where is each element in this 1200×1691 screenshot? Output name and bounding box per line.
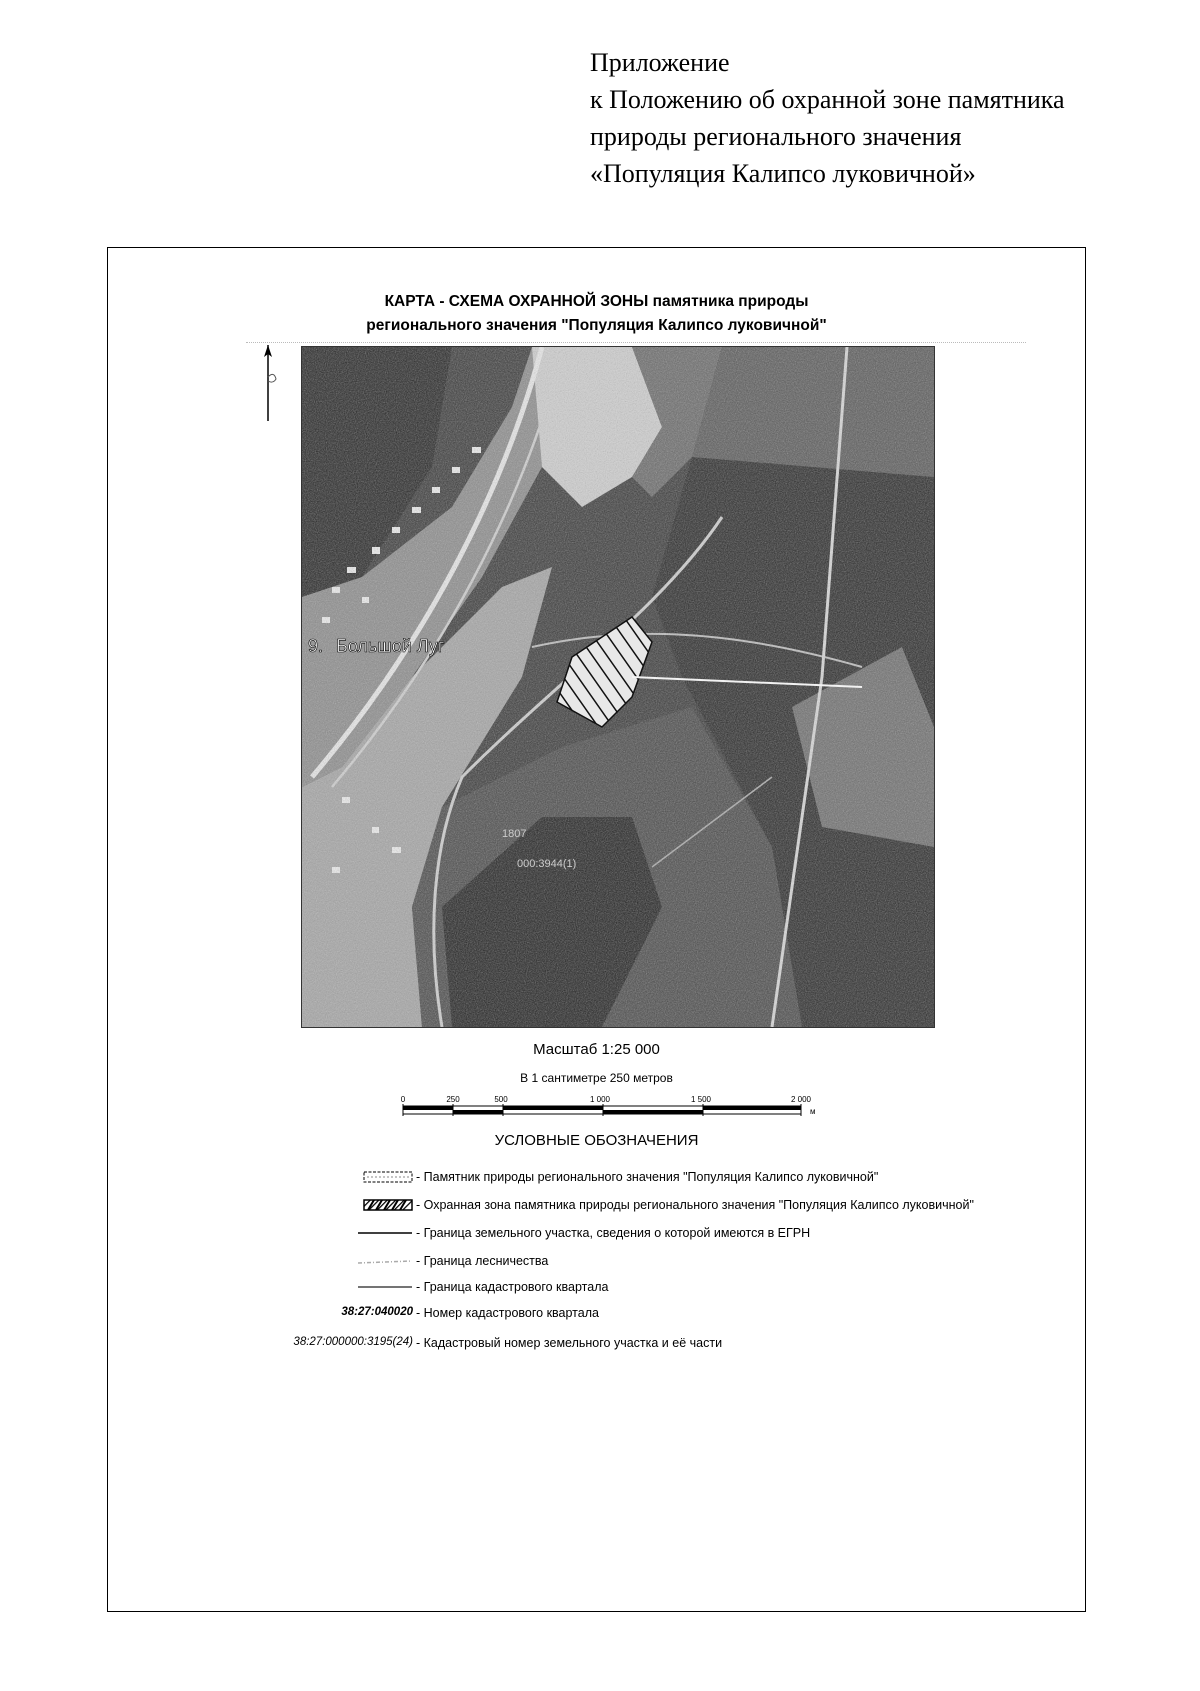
- legend-label: - Охранная зона памятника природы регионального значения "Популяция Калипсо луковичной": [416, 1198, 974, 1212]
- scale-tick-label: 1 500: [690, 1095, 712, 1104]
- appendix-line: к Положению об охранной зоне памятника: [590, 85, 1065, 114]
- appendix-line: природы регионального значения: [590, 122, 962, 151]
- place-label: Большой Луг: [336, 636, 445, 656]
- scale-tick-label: 500: [494, 1095, 508, 1104]
- parcel-label: 1807: [502, 828, 527, 840]
- land-parcel-boundary-icon: [357, 1226, 413, 1240]
- scale-tick-label: 0: [400, 1095, 406, 1104]
- appendix-header: [590, 44, 1170, 192]
- scale-ratio: Масштаб 1:25 000: [533, 1041, 660, 1058]
- legend-label: - Граница кадастрового квартала: [416, 1280, 609, 1294]
- legend-label: - Граница лесничества: [416, 1254, 549, 1268]
- north-arrow-icon: [248, 343, 288, 423]
- satellite-map: [301, 346, 935, 1028]
- legend-label: - Кадастровый номер земельного участка и её части: [416, 1336, 723, 1350]
- legend-label: - Граница земельного участка, сведения о которой имеются в ЕГРН: [416, 1226, 811, 1240]
- title-divider: [246, 342, 1026, 343]
- scale-unit: м: [810, 1107, 816, 1116]
- legend-title: УСЛОВНЫЕ ОБОЗНАЧЕНИЯ: [494, 1132, 699, 1149]
- appendix-line: «Популяция Калипсо луковичной»: [590, 159, 976, 188]
- forestry-boundary-icon: [357, 1254, 413, 1268]
- monument-area-icon: [363, 1170, 413, 1184]
- protection-zone-hatch-icon: [363, 1198, 413, 1212]
- map-title-line: КАРТА - СХЕМА ОХРАННОЙ ЗОНЫ памятника природы: [384, 293, 809, 310]
- map-title: [108, 290, 1085, 338]
- scale-tick-label: 250: [446, 1095, 460, 1104]
- svg-text:9.: 9.: [308, 636, 324, 656]
- scale-tick-label: 2 000: [790, 1095, 812, 1104]
- cadastral-parcel-number-sample: 38:27:000000:3195(24): [293, 1336, 413, 1348]
- scale-description: В 1 сантиметре 250 метров: [520, 1071, 673, 1085]
- cadastral-block-boundary-icon: [357, 1280, 413, 1294]
- map-title-line: регионального значения "Популяция Калипсо луковичной": [366, 317, 827, 334]
- legend-label: - Памятник природы регионального значения "Популяция Калипсо луковичной": [416, 1170, 879, 1184]
- parcel-label: 000:3944(1): [517, 858, 577, 870]
- map-sheet-frame: [107, 247, 1086, 1612]
- scale-tick-label: 1 000: [589, 1095, 611, 1104]
- appendix-line: Приложение: [590, 48, 730, 77]
- legend-label: - Номер кадастрового квартала: [416, 1306, 599, 1320]
- scale-bar: [398, 1090, 858, 1130]
- cadastral-block-number-sample: 38:27:040020: [341, 1306, 413, 1318]
